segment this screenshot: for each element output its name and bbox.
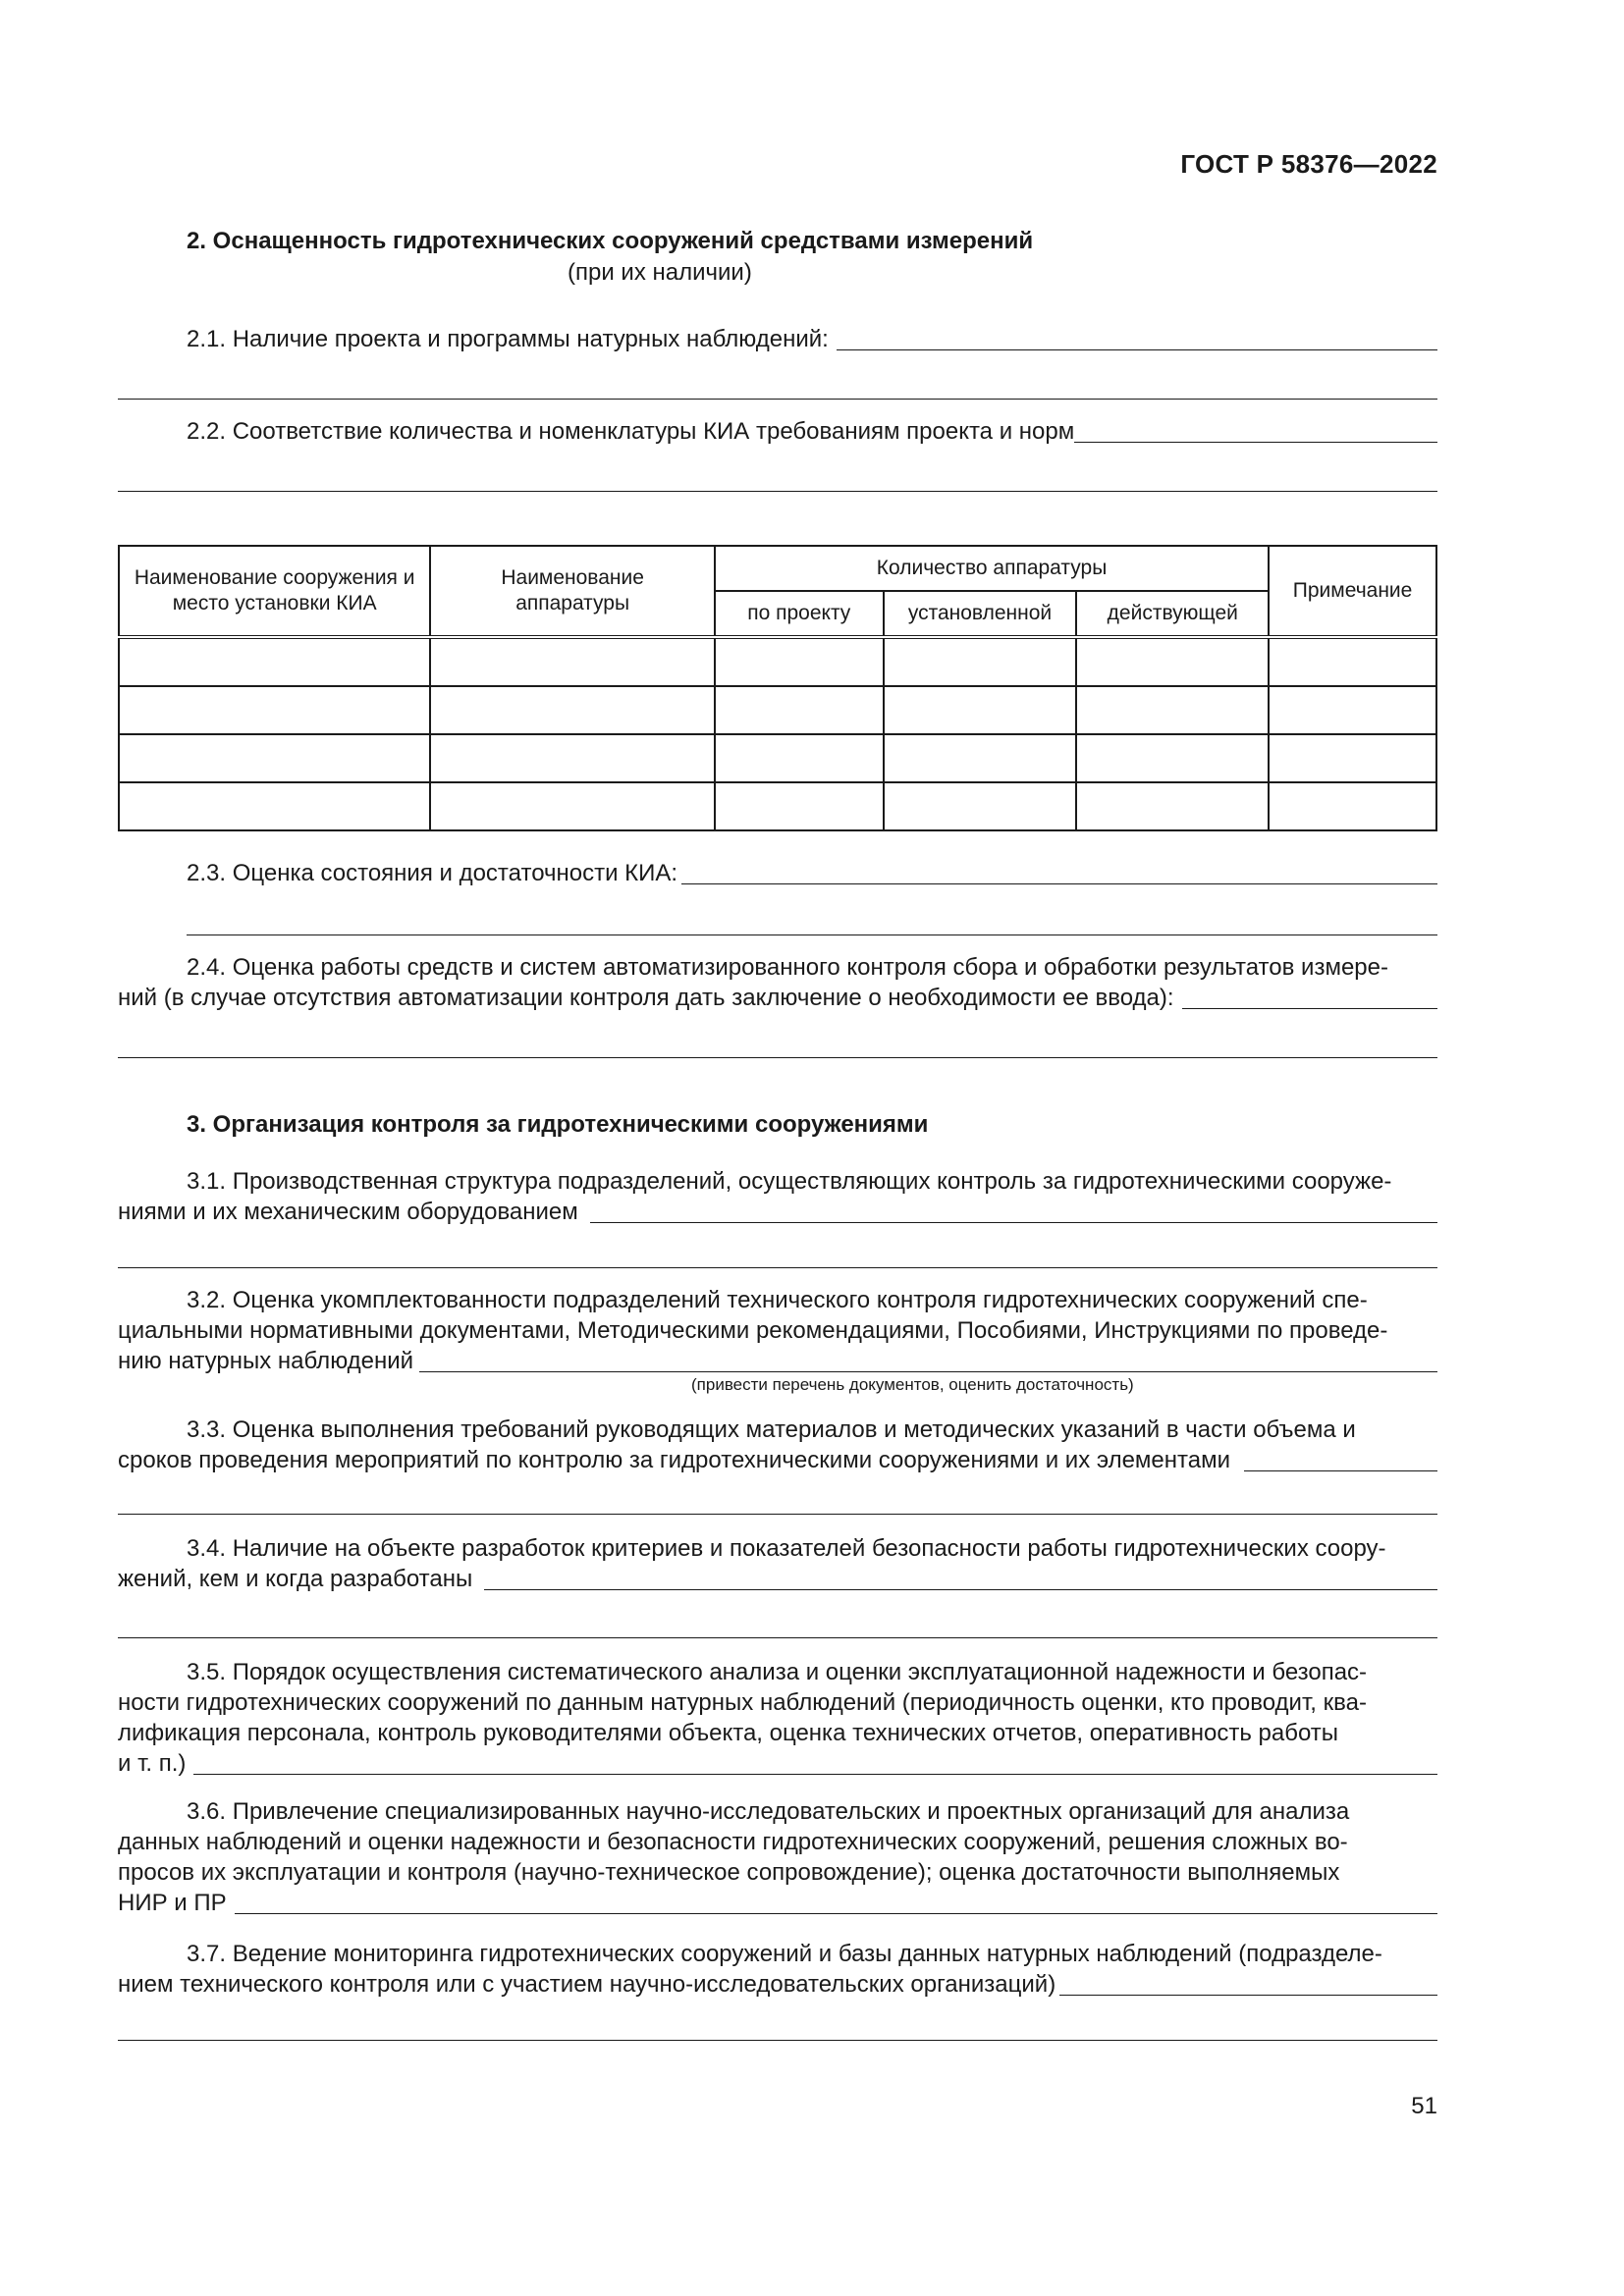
table-cell[interactable]: [1076, 637, 1269, 686]
item-3-3-text: сроков проведения мероприятий по контролю за гидротехническими сооружениями и их элементами: [118, 1447, 1231, 1473]
table-cell[interactable]: [1269, 686, 1436, 734]
table-cell[interactable]: [1269, 637, 1436, 686]
item-3-2-text: нию натурных наблюдений: [118, 1348, 414, 1374]
item-2-2-blank[interactable]: [1074, 418, 1437, 443]
item-3-2-line1: 3.2. Оценка укомплектованности подразделений технического контроля гидротехнических сооружений спе-: [187, 1287, 1368, 1313]
item-3-2-hint: (привести перечень документов, оценить достаточность): [691, 1375, 1134, 1394]
table-cell[interactable]: [119, 637, 430, 686]
item-2-3-blank[interactable]: [681, 860, 1437, 884]
table-cell[interactable]: [715, 734, 884, 782]
section-3-title: 3. Организация контроля за гидротехническими сооружениями: [187, 1111, 929, 1138]
table-cell[interactable]: [119, 734, 430, 782]
table-cell[interactable]: [884, 686, 1077, 734]
item-2-4-blank-line[interactable]: [118, 1057, 1437, 1058]
col-header-quantity: Количество аппаратуры: [715, 546, 1269, 591]
item-3-4-blank[interactable]: [484, 1566, 1437, 1590]
item-3-3-blank-line[interactable]: [118, 1514, 1437, 1515]
page-number: 51: [1411, 2093, 1437, 2119]
item-2-3: [187, 858, 1437, 888]
item-2-3-blank-line[interactable]: [187, 934, 1437, 935]
item-3-7-blank[interactable]: [1059, 1971, 1437, 1996]
item-2-2: [187, 416, 1437, 447]
col-header-equipment: Наименование аппаратуры: [430, 546, 715, 637]
table-cell[interactable]: [884, 782, 1077, 830]
table-cell[interactable]: [430, 686, 715, 734]
table-cell[interactable]: [1076, 782, 1269, 830]
table-cell[interactable]: [1269, 782, 1436, 830]
item-2-2-text: 2.2. Соответствие количества и номенклатуры КИА требованиям проекта и норм: [187, 418, 1075, 445]
item-3-5-line1: 3.5. Порядок осуществления систематического анализа и оценки эксплуатационной надежности и безопас-: [187, 1659, 1368, 1685]
item-2-4-line2: [118, 983, 1437, 1013]
table-cell[interactable]: [430, 734, 715, 782]
col-header-structure: Наименование сооружения и место установки КИА: [119, 546, 430, 637]
item-2-4-blank[interactable]: [1182, 985, 1437, 1009]
item-3-5-line2: ности гидротехнических сооружений по данным натурных наблюдений (периодичность оценки, кто проводит, ква-: [118, 1689, 1367, 1716]
item-2-4-line1: 2.4. Оценка работы средств и систем автоматизированного контроля сбора и обработки результатов измере-: [187, 954, 1388, 981]
item-3-1-blank-line[interactable]: [118, 1267, 1437, 1268]
item-2-2-blank-line[interactable]: [118, 491, 1437, 492]
table-cell[interactable]: [715, 782, 884, 830]
item-3-1-line2: [118, 1197, 1437, 1227]
table-cell[interactable]: [884, 637, 1077, 686]
subheader-installed: установленной: [884, 591, 1077, 637]
item-3-4-blank-line[interactable]: [118, 1637, 1437, 1638]
section-2-title: 2. Оснащенность гидротехнических сооружений средствами измерений: [187, 228, 1034, 254]
standard-designation: ГОСТ Р 58376—2022: [1180, 149, 1437, 179]
item-3-3-line1: 3.3. Оценка выполнения требований руководящих материалов и методических указаний в части объема и: [187, 1416, 1356, 1443]
item-3-6-line1: 3.6. Привлечение специализированных научно-исследовательских и проектных организаций для анализа: [187, 1798, 1350, 1825]
item-3-4-line1: 3.4. Наличие на объекте разработок критериев и показателей безопасности работы гидротехнических соору-: [187, 1535, 1386, 1562]
table-row: [119, 734, 1436, 782]
subheader-operating: действующей: [1076, 591, 1269, 637]
table-row: [119, 686, 1436, 734]
item-3-6-line4: [118, 1888, 1437, 1918]
item-3-3-blank[interactable]: [1244, 1447, 1437, 1471]
item-3-4-line2: [118, 1564, 1437, 1594]
item-3-7-line2: [118, 1969, 1437, 2000]
table-cell[interactable]: [884, 734, 1077, 782]
table-cell[interactable]: [1076, 734, 1269, 782]
item-2-4-text: ний (в случае отсутствия автоматизации контроля дать заключение о необходимости ее ввода):: [118, 985, 1174, 1011]
table-row: [119, 782, 1436, 830]
table-row: [119, 637, 1436, 686]
item-3-2-line3: [118, 1346, 1437, 1376]
item-2-1-blank[interactable]: [837, 326, 1437, 350]
item-2-1: [187, 324, 1437, 354]
document-page: [118, 0, 1437, 2296]
item-3-7-text: нием технического контроля или с участием научно-исследовательских организаций): [118, 1971, 1056, 1998]
item-2-3-text: 2.3. Оценка состояния и достаточности КИА:: [187, 860, 678, 886]
item-3-6-text: НИР и ПР: [118, 1890, 227, 1916]
item-3-5-line3: лификация персонала, контроль руководителями объекта, оценка технических отчетов, оперативность работы: [118, 1720, 1339, 1746]
item-3-5-blank[interactable]: [193, 1750, 1437, 1775]
table-cell[interactable]: [715, 637, 884, 686]
section-2-subtitle: (при их наличии): [568, 259, 752, 286]
table-cell[interactable]: [430, 782, 715, 830]
item-3-2-line2: циальными нормативными документами, Методическими рекомендациями, Пособиями, Инструкциями по проведе-: [118, 1317, 1388, 1344]
item-3-5-text: и т. п.): [118, 1750, 187, 1777]
table-cell[interactable]: [119, 686, 430, 734]
item-3-1-line1: 3.1. Производственная структура подразделений, осуществляющих контроль за гидротехническими сооруже-: [187, 1168, 1392, 1195]
table-cell[interactable]: [1076, 686, 1269, 734]
item-3-6-blank[interactable]: [235, 1890, 1437, 1914]
item-2-1-blank-line[interactable]: [118, 399, 1437, 400]
item-3-2-blank[interactable]: [419, 1348, 1437, 1372]
item-2-1-text: 2.1. Наличие проекта и программы натурных наблюдений:: [187, 326, 829, 352]
table-cell[interactable]: [715, 686, 884, 734]
table-cell[interactable]: [119, 782, 430, 830]
item-3-3-line2: [118, 1445, 1437, 1475]
item-3-4-text: жений, кем и когда разработаны: [118, 1566, 473, 1592]
item-3-5-line4: [118, 1748, 1437, 1779]
subheader-by-project: по проекту: [715, 591, 884, 637]
item-3-1-text: ниями и их механическим оборудованием: [118, 1199, 578, 1225]
kia-table: [118, 545, 1437, 831]
item-3-6-line3: просов их эксплуатации и контроля (научно-техническое сопровождение); оценка достаточности выполняемых: [118, 1859, 1340, 1886]
item-3-7-blank-line[interactable]: [118, 2040, 1437, 2041]
table-cell[interactable]: [1269, 734, 1436, 782]
col-header-note: Примечание: [1269, 546, 1436, 637]
table-cell[interactable]: [430, 637, 715, 686]
item-3-1-blank[interactable]: [590, 1199, 1437, 1223]
item-3-6-line2: данных наблюдений и оценки надежности и безопасности гидротехнических сооружений, решения сложных во-: [118, 1829, 1348, 1855]
item-3-7-line1: 3.7. Ведение мониторинга гидротехнических сооружений и базы данных натурных наблюдений (подразделе-: [187, 1941, 1382, 1967]
